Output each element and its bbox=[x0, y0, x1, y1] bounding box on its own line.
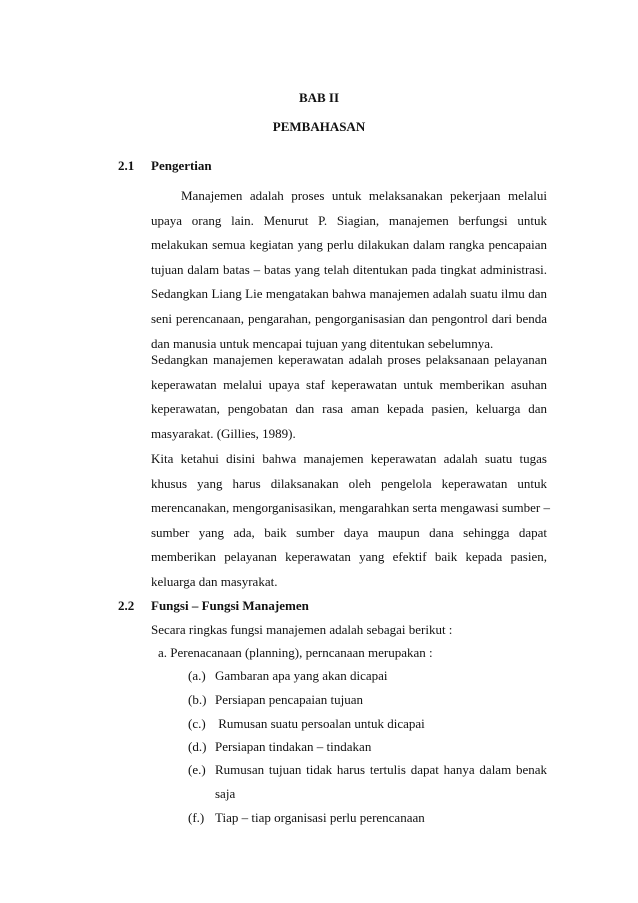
section-title: Fungsi – Fungsi Manajemen bbox=[151, 598, 309, 613]
text-line: Sedangkan Liang Lie mengatakan bahwa manajemen adalah suatu ilmu dan bbox=[151, 286, 547, 302]
text-line: Manajemen adalah proses untuk melaksanakan pekerjaan melalui bbox=[181, 188, 547, 203]
text-line: dan manusia untuk mencapai tujuan yang ditentukan sebelumnya. bbox=[151, 335, 494, 351]
text-line: Sedangkan manajemen keperawatan adalah proses pelaksanaan pelayanan bbox=[151, 352, 547, 367]
text-line: merencanakan, mengorganisasikan, mengarahkan serta mengawasi sumber – bbox=[151, 500, 551, 516]
paragraph-definition bbox=[151, 184, 547, 356]
text-line: memberikan pelayanan keperawatan yang efektif baik kepada pasien, bbox=[151, 549, 547, 565]
chapter-title: PEMBAHASAN bbox=[272, 119, 366, 134]
list-item-number: (c.) bbox=[188, 716, 206, 731]
text-line: khusus yang harus dilaksanakan oleh pengelola keperawatan untuk bbox=[151, 475, 547, 491]
text-line: keperawatan, pengobatan dan rasa aman kepada pasien, keluarga dan bbox=[151, 401, 547, 417]
list-item-text: Persiapan tindakan – tindakan bbox=[215, 739, 372, 754]
section-intro: Secara ringkas fungsi manajemen adalah sebagai berikut : bbox=[151, 622, 453, 637]
section-number: 2.2 bbox=[118, 598, 135, 613]
text-line: keperawatan melalui upaya staf keperawatan untuk memberikan asuhan bbox=[151, 376, 547, 392]
list-item-text: Rumusan tujuan tidak harus tertulis dapat hanya dalam benak bbox=[215, 762, 547, 777]
text-line: sumber yang ada, baik sumber daya maupun dana sehingga dapat bbox=[151, 524, 547, 540]
text-line: melakukan semua kegiatan yang perlu dilakukan dalam rangka pencapaian bbox=[151, 237, 547, 253]
text-line: keluarga dan masyrakat. bbox=[151, 573, 278, 589]
list-item-number: (f.) bbox=[188, 810, 205, 825]
section-title: Pengertian bbox=[151, 158, 212, 173]
text-line: tujuan dalam batas – batas yang telah ditentukan pada tingkat administrasi. bbox=[151, 261, 547, 277]
paragraph-nursing-management bbox=[151, 348, 547, 446]
list-item-text: saja bbox=[215, 786, 236, 801]
paragraph-task bbox=[151, 447, 551, 595]
list-item-number: (a.) bbox=[188, 668, 206, 683]
sub-item-planning: a. Perenacanaan (planning), perncanaan merupakan : bbox=[158, 645, 433, 660]
section-number: 2.1 bbox=[118, 158, 135, 173]
list-item-text: Persiapan pencapaian tujuan bbox=[215, 692, 363, 707]
chapter-label: BAB II bbox=[298, 90, 340, 105]
list-item-text: Rumusan suatu persoalan untuk dicapai bbox=[215, 716, 425, 731]
list-item-text: Tiap – tiap organisasi perlu perencanaan bbox=[215, 810, 425, 825]
text-line: seni perencanaan, pengarahan, pengorganisasian dan pengontrol dari benda bbox=[151, 310, 547, 326]
list-item-number: (d.) bbox=[188, 739, 207, 754]
list-item-text: Gambaran apa yang akan dicapai bbox=[215, 668, 388, 683]
text-line: masyarakat. (Gillies, 1989). bbox=[151, 425, 296, 441]
text-line: upaya orang lain. Menurut P. Siagian, manajemen berfungsi untuk bbox=[151, 212, 547, 228]
list-item-number: (e.) bbox=[188, 762, 206, 777]
text-line: Kita ketahui disini bahwa manajemen keperawatan adalah suatu tugas bbox=[151, 451, 547, 466]
list-item-number: (b.) bbox=[188, 692, 207, 707]
